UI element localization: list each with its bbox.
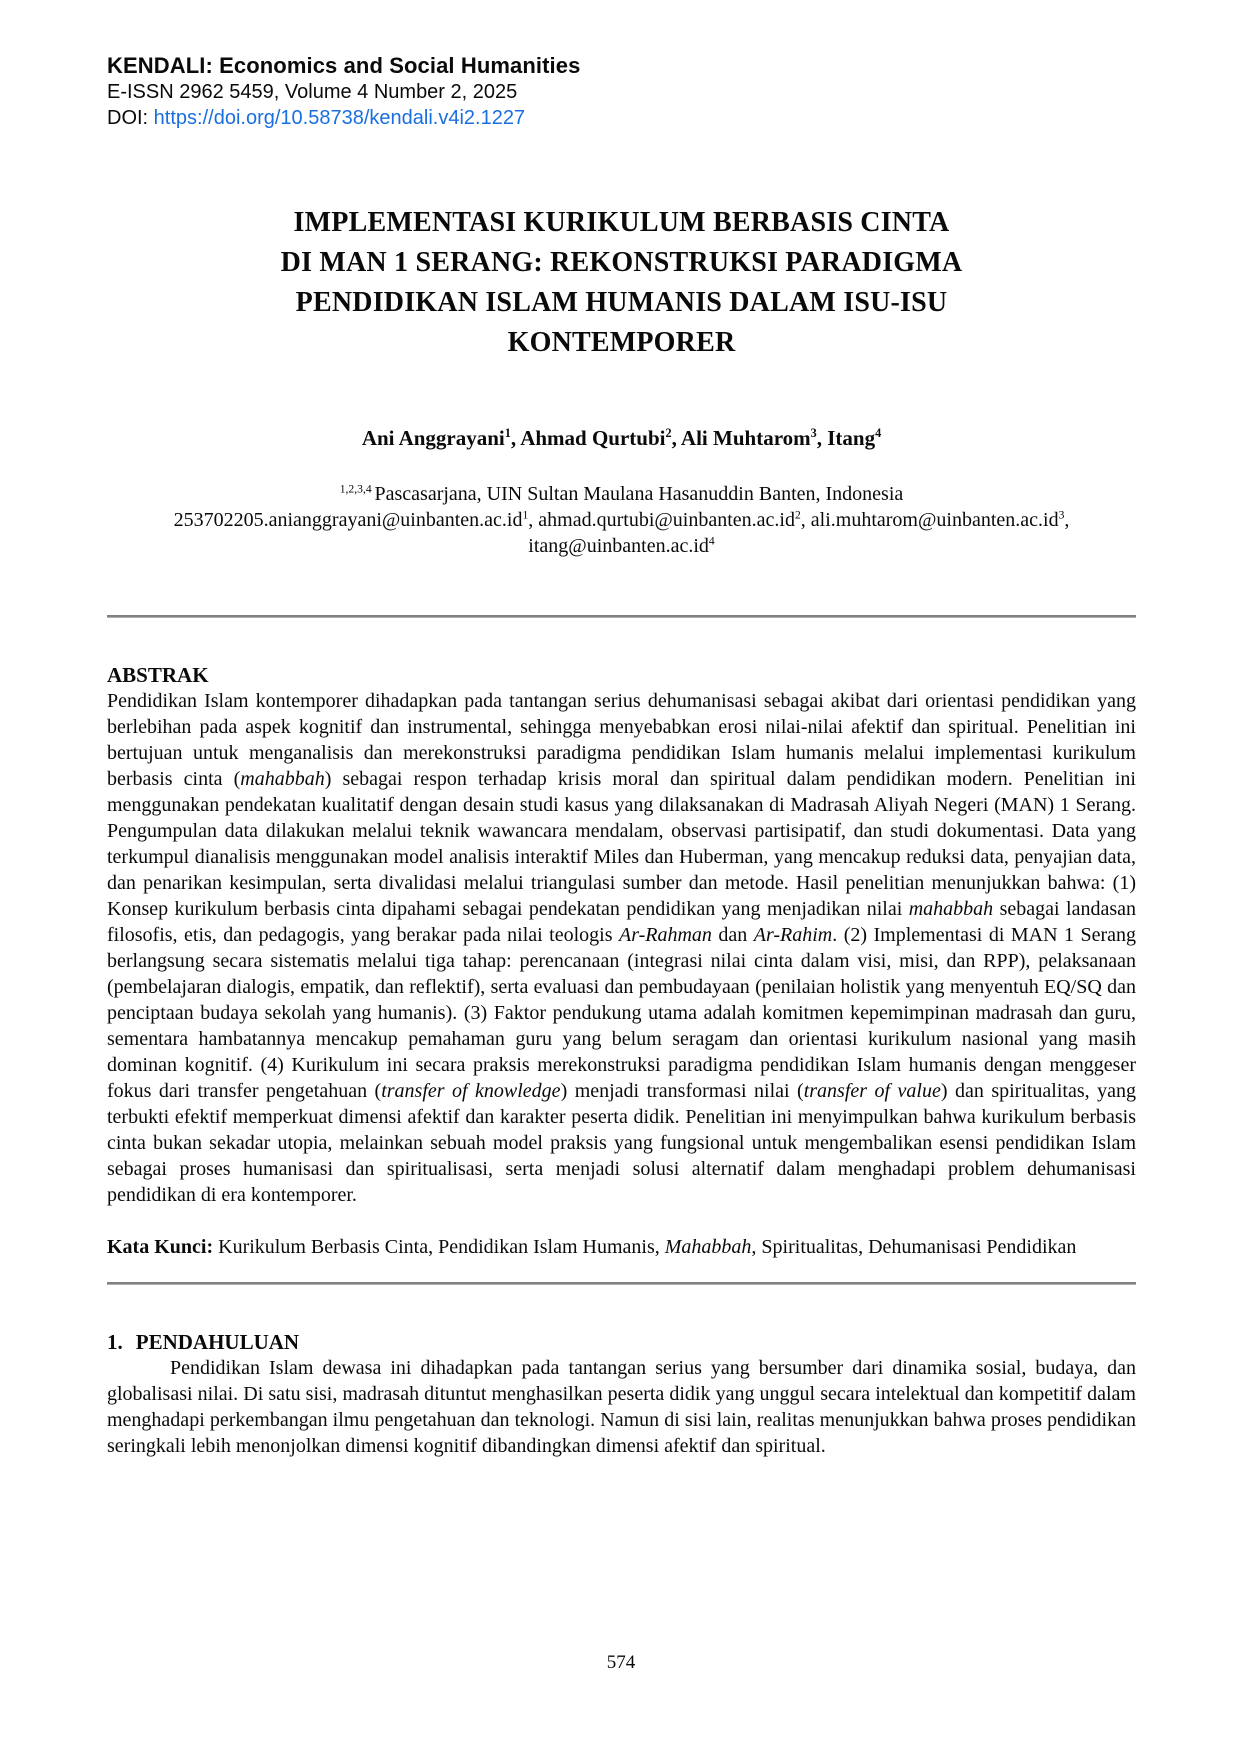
affiliation-line: $^{1,2,3,4}$ Pascasarjana, UIN Sultan Maulana Hasanuddin Banten, Indonesia xyxy=(339,482,904,505)
introduction-paragraph: Pendidikan Islam dewasa ini dihadapkan pada tantangan serius yang bersumber dari dinamika sosial, budaya, dan globalisasi nilai. Di satu sisi, madrasah dituntut menghasilkan peserta didik yang unggul secara intelektual dan kompetitif dalam menghadapi perkembangan ilmu pengetahuan dan teknologi. Namun di sisi lain, realitas menunjukkan bahwa proses pendidikan seringkali lebih menonjolkan dimensi kognitif dibandingkan dimensi afektif dan spiritual. xyxy=(107,1357,1136,1457)
article-title-line: IMPLEMENTASI KURIKULUM BERBASIS CINTA xyxy=(293,207,950,238)
abstract-paragraph: Pendidikan Islam kontemporer dihadapkan pada tantangan serius dehumanisasi sebagai akibat dari orientasi pendidikan yang berlebihan pada aspek kognitif dan instrumental, sehingga menyebabkan erosi nilai-nilai afektif dan spiritual. Penelitian ini bertujuan untuk menganalisis dan merekonstruksi paradigma pendidikan Islam humanis melalui implementasi kurikulum berbasis cinta (mahabbah) sebagai respon terhadap krisis moral dan spiritual dalam pendidikan modern. Penelitian ini menggunakan pendekatan kualitatif dengan desain studi kasus yang dilaksanakan di Madrasah Aliyah Negeri (MAN) 1 Serang. Pengumpulan data dilakukan melalui teknik wawancara mendalam, observasi partisipatif, dan studi dokumentasi. Data yang terkumpul dianalisis menggunakan model analisis interaktif Miles dan Huberman, yang mencakup reduksi data, penyajian data, dan penarikan kesimpulan, serta divalidasi melalui triangulasi sumber dan metode. Hasil penelitian menunjukkan bahwa: (1) Konsep kurikulum berbasis cinta dipahami sebagai pendekatan pendidikan yang menjadikan nilai mahabbah sebagai landasan filosofis, etis, dan pedagogis, yang berakar pada nilai teologis Ar-Rahman dan Ar-Rahim. (2) Implementasi di MAN 1 Serang berlangsung secara sistematis melalui tiga tahap: perencanaan (integrasi nilai cinta dalam visi, misi, dan RPP), pelaksanaan (pembelajaran dialogis, empatik, dan reflektif), serta evaluasi dan pembudayaan (penilaian holistik yang menyentuh EQ/SQ dan penciptaan budaya sekolah yang humanis). (3) Faktor pendukung utama adalah komitmen kepemimpinan madrasah dan guru, sementara hambatannya mencakup pemahaman guru yang belum seragam dan orientasi kurikulum nasional yang masih dominan kognitif. (4) Kurikulum ini secara praksis merekonstruksi paradigma pendidikan Islam humanis dengan menggeser fokus dari transfer pengetahuan (transfer of knowledge) menjadi transformasi nilai (transfer of value) dan spiritualitas, yang terbukti efektif memperkuat dimensi afektif dan karakter peserta didik. Penelitian ini menyimpulkan bahwa kurikulum berbasis cinta bukan sekadar utopia, melainkan sebuah model praksis yang fungsional untuk mengembalikan esensi pendidikan Islam sebagai proses humanisasi dan spiritualisasi, serta menjadi solusi alternatif dalam menghadapi problem dehumanisasi pendidikan di era kontemporer. xyxy=(107,690,1136,1206)
keywords-paragraph: Kata Kunci: Kurikulum Berbasis Cinta, Pendidikan Islam Humanis, Mahabbah, Spiritualitas, Dehumanisasi Pendidikan xyxy=(107,1236,1077,1258)
emails-line: $253702205.anianggrayani@uinbanten.ac.id^1$, $ahmad.qurtubi@uinbanten.ac.id^2$, $ali.muhtarom@uinbanten.ac.id^3$, $itang@uinbanten.ac.id^4$ xyxy=(173,508,1070,557)
divider-top xyxy=(107,615,1136,618)
divider-keywords xyxy=(107,1282,1136,1285)
article-title-line: DI MAN 1 SERANG: REKONSTRUKSI PARADIGMA xyxy=(280,247,963,278)
journal-doi-line xyxy=(107,105,1136,131)
article-title xyxy=(107,203,1136,363)
article-title-line: KONTEMPORER xyxy=(507,327,736,358)
section-number: 1. xyxy=(107,1330,123,1354)
abstract-heading: ABSTRAK xyxy=(107,663,209,687)
section-title: PENDAHULUAN xyxy=(135,1330,300,1354)
journal-header xyxy=(107,52,1136,131)
affiliation-block xyxy=(107,481,1136,559)
page-number: 574 xyxy=(606,1652,636,1673)
doi-label: DOI: xyxy=(107,107,154,129)
article-title-line: PENDIDIKAN ISLAM HUMANIS DALAM ISU-ISU xyxy=(295,287,948,318)
journal-name: KENDALI: Economics and Social Humanities xyxy=(107,53,581,78)
section-heading-pendahuluan xyxy=(107,1329,1136,1355)
doi-link[interactable]: https://doi.org/10.58738/kendali.v4i2.1227 xyxy=(153,107,526,129)
authors-line: Ani Anggrayani$^1$, Ahmad Qurtubi$^2$, Ali Muhtarom$^3$, Itang$^4$ xyxy=(361,426,882,450)
journal-issn-line: E-ISSN 2962 5459, Volume 4 Number 2, 2025 xyxy=(107,81,518,103)
